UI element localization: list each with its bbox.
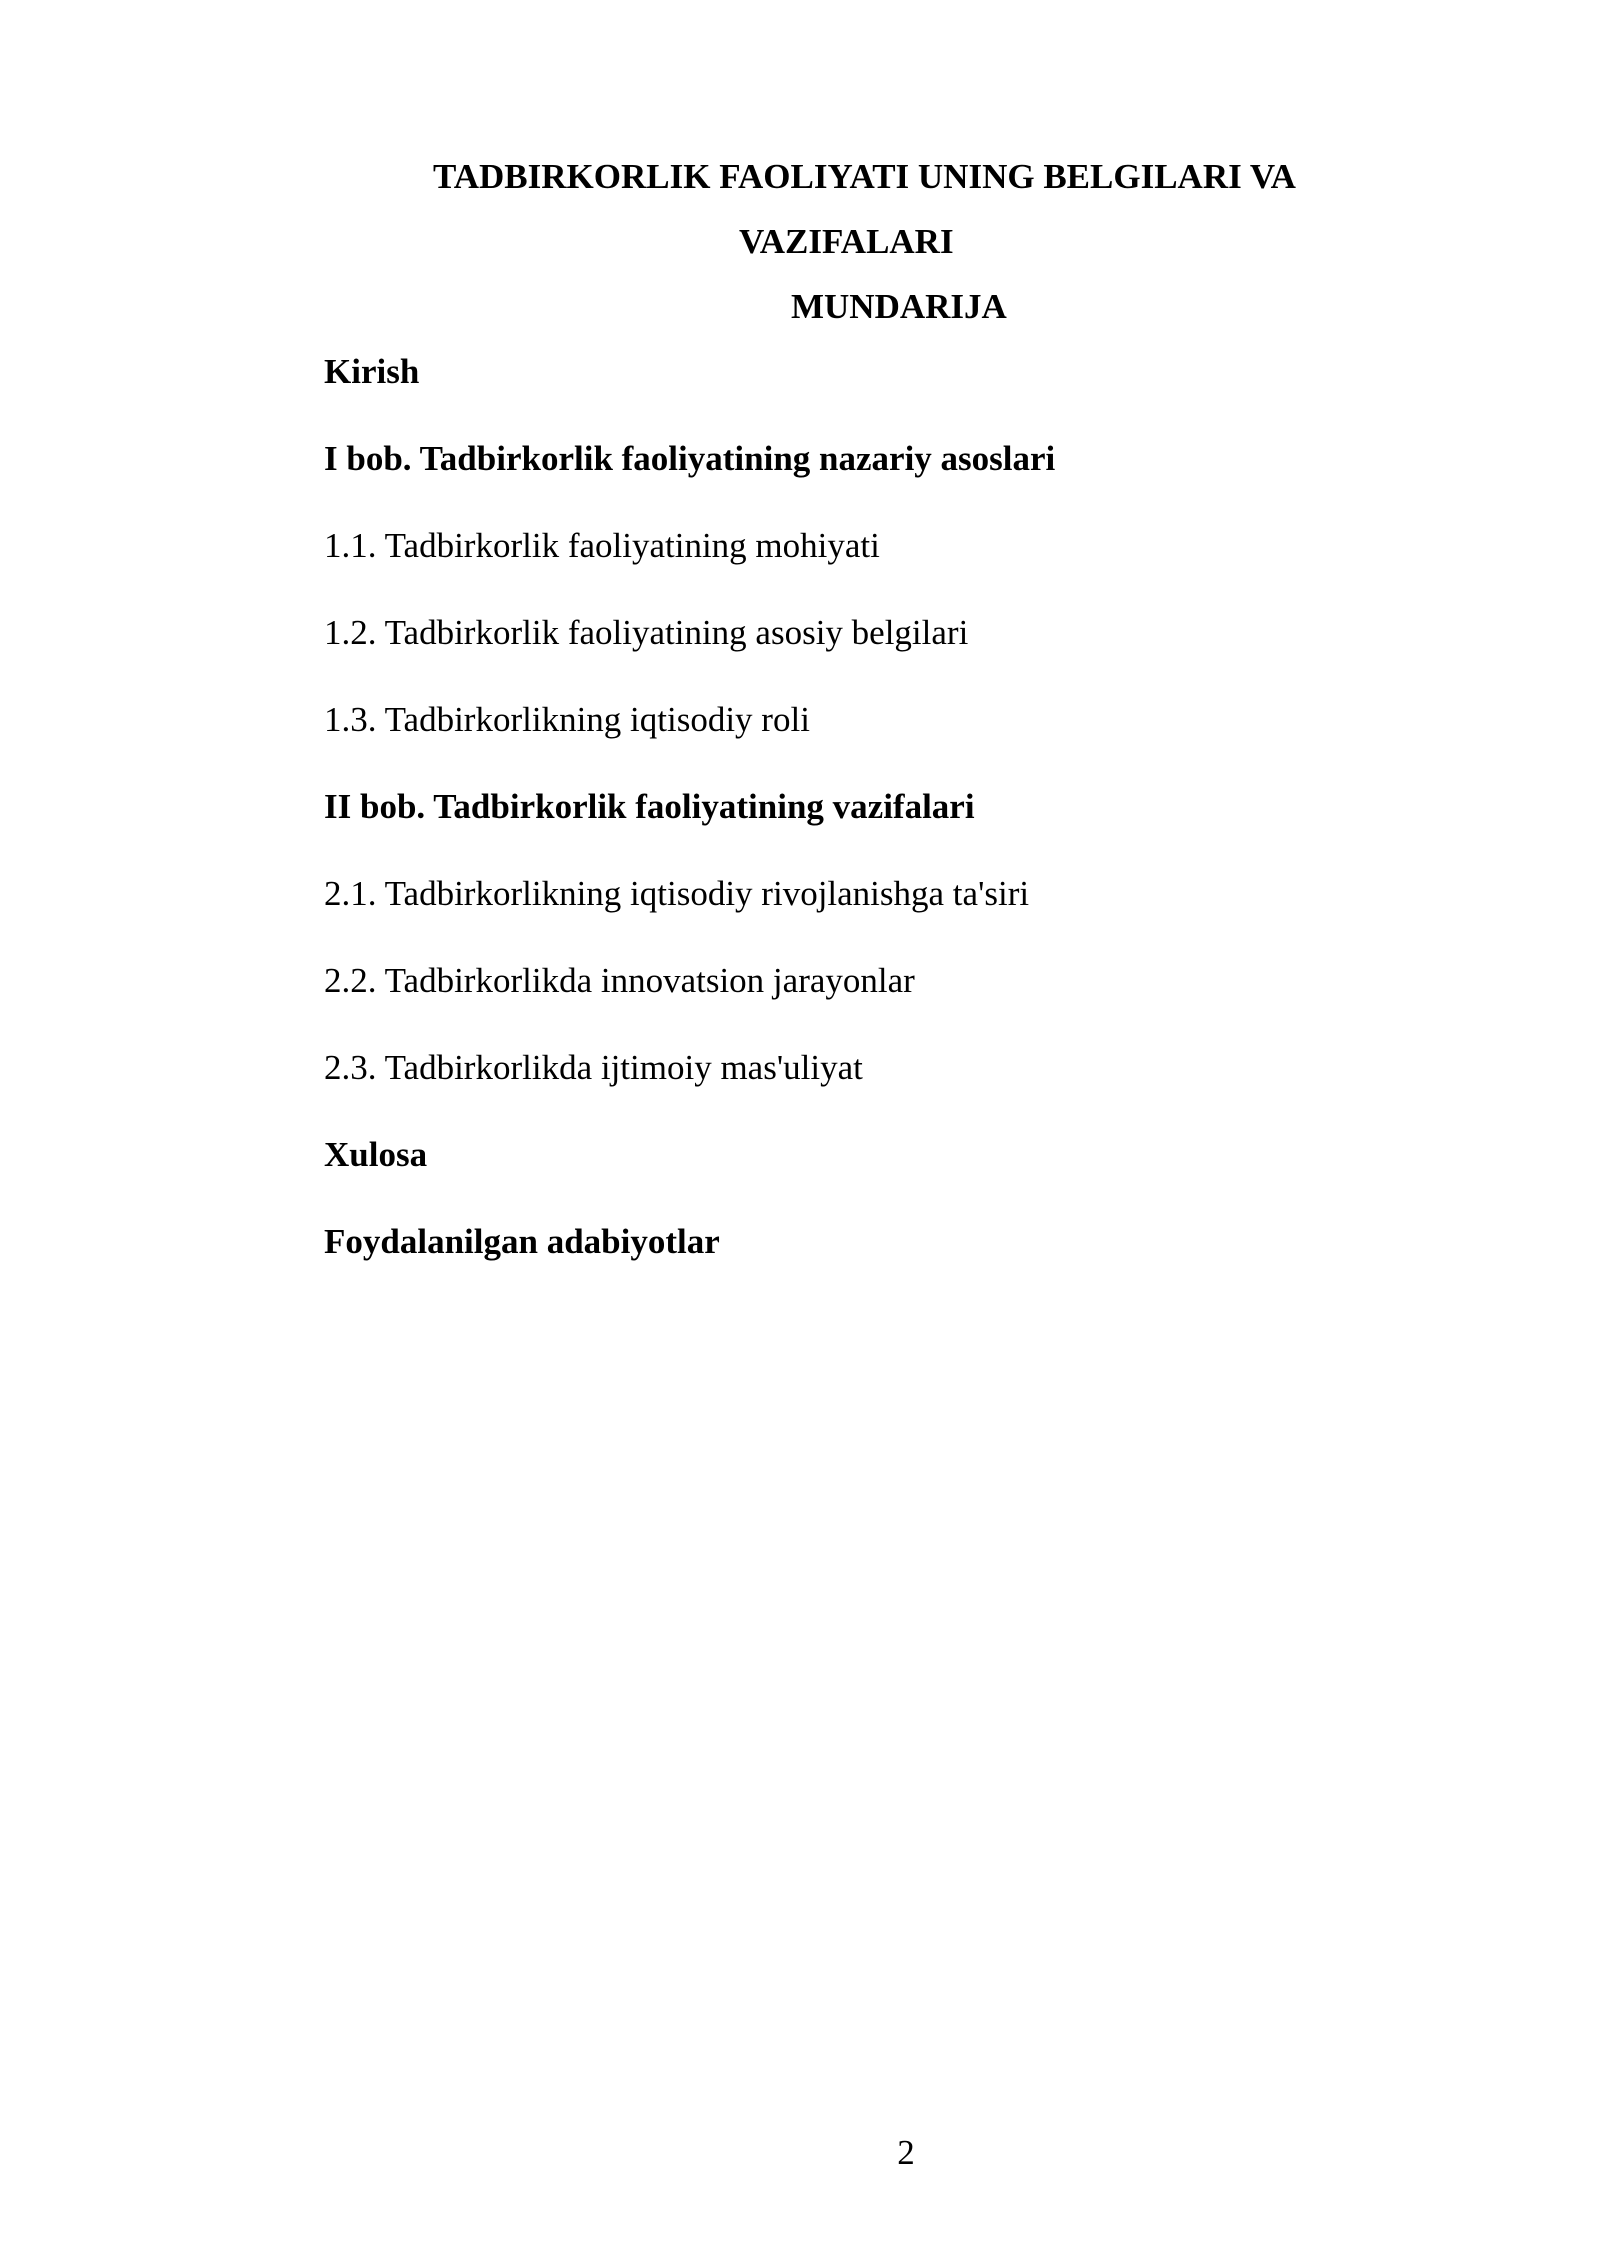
toc-item-section-1-2: 1.2. Tadbirkorlik faoliyatining asosiy belgilari — [324, 613, 969, 652]
toc-item-conclusion: Xulosa — [324, 1135, 428, 1174]
contents-heading: MUNDARIJA — [791, 287, 1007, 326]
toc-item-section-2-2: 2.2. Tadbirkorlikda innovatsion jarayonlar — [324, 961, 915, 1000]
toc-item-section-2-3: 2.3. Tadbirkorlikda ijtimoiy mas'uliyat — [324, 1048, 863, 1087]
page-number: 2 — [897, 2133, 915, 2172]
toc-item-introduction: Kirish — [324, 352, 420, 391]
toc-item-chapter-1: I bob. Tadbirkorlik faoliyatining nazariy asoslari — [324, 439, 1056, 478]
document-title-line-1: TADBIRKORLIK FAOLIYATI UNING BELGILARI VA — [433, 157, 1296, 196]
toc-item-references: Foydalanilgan adabiyotlar — [324, 1222, 720, 1261]
toc-item-section-1-3: 1.3. Tadbirkorlikning iqtisodiy roli — [324, 700, 810, 739]
toc-item-section-1-1: 1.1. Tadbirkorlik faoliyatining mohiyati — [324, 526, 880, 565]
toc-item-chapter-2: II bob. Tadbirkorlik faoliyatining vazifalari — [324, 787, 975, 826]
document-title-line-2: VAZIFALARI — [739, 222, 954, 261]
toc-item-section-2-1: 2.1. Tadbirkorlikning iqtisodiy rivojlanishga ta'siri — [324, 874, 1030, 913]
